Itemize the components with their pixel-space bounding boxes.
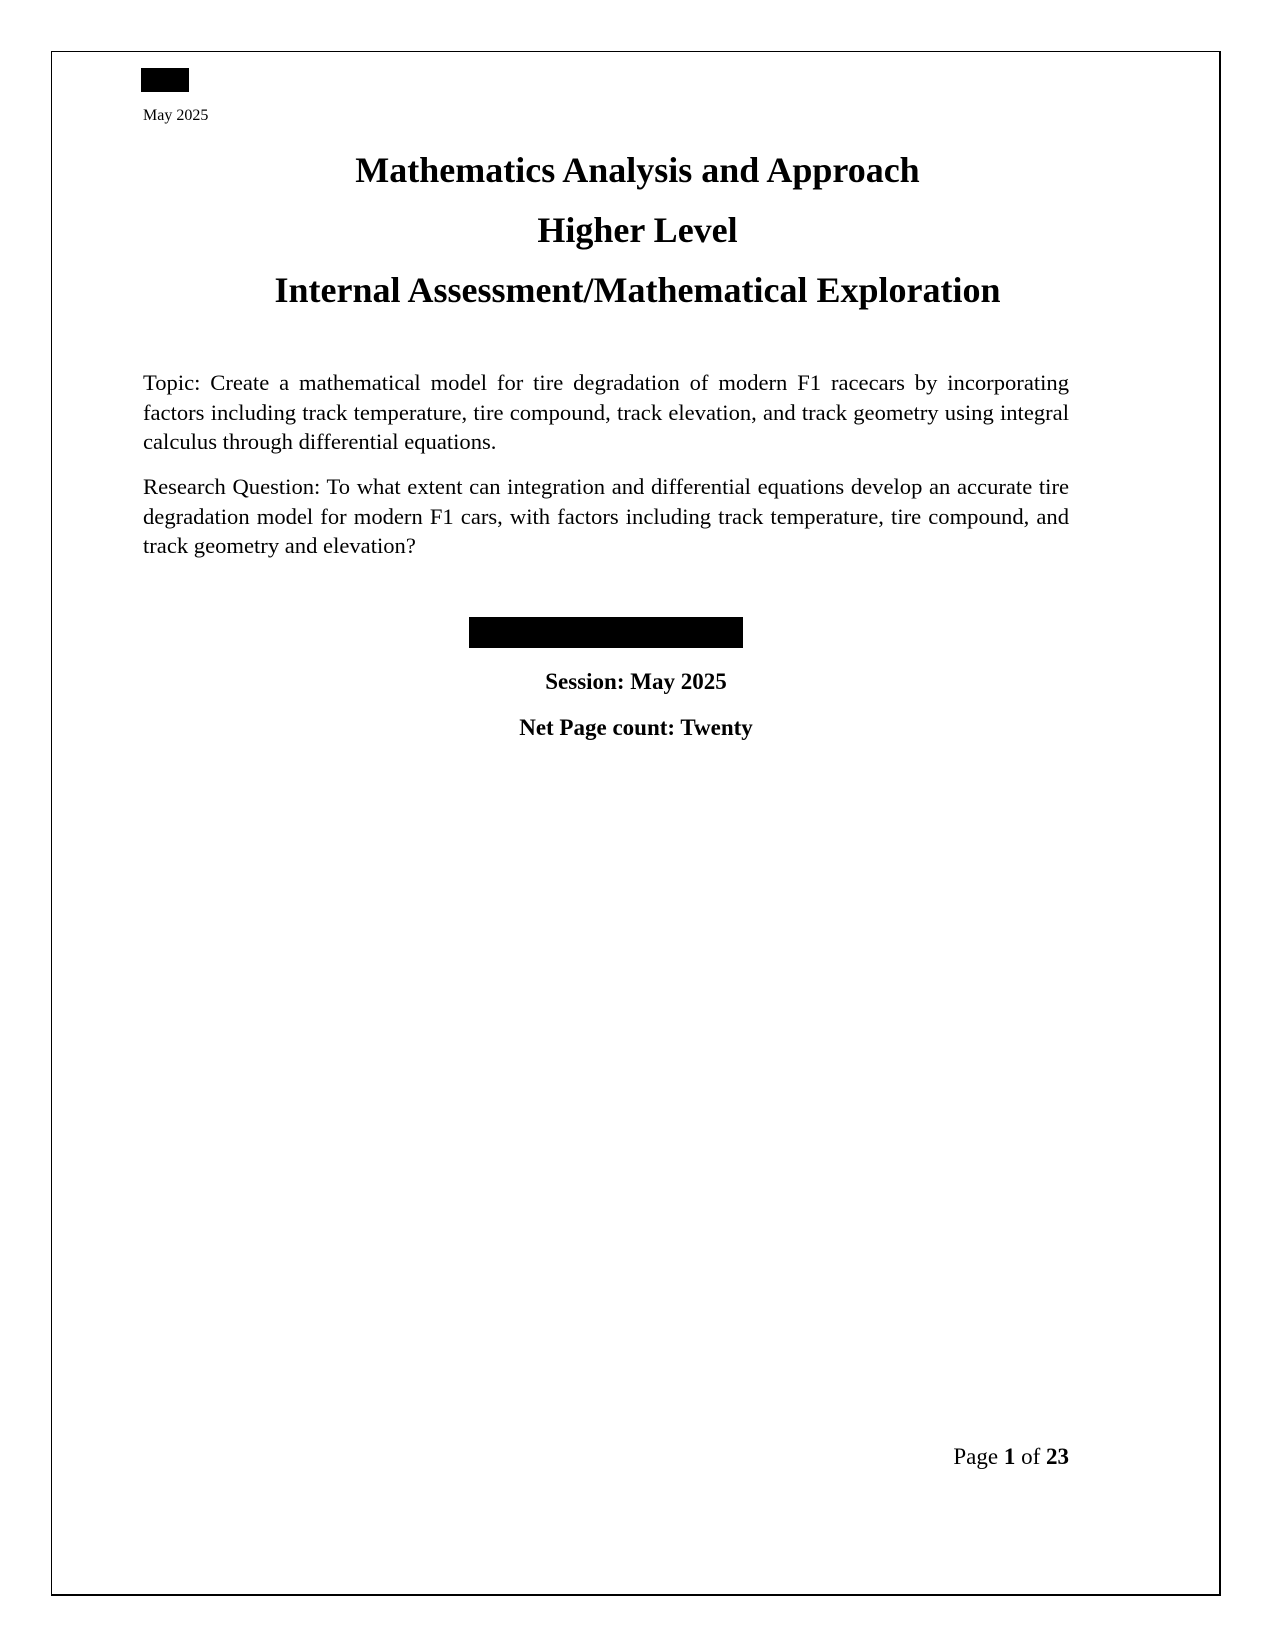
title-level: Higher Level bbox=[537, 210, 738, 250]
title-subject: Mathematics Analysis and Approach bbox=[355, 150, 920, 190]
current-page-number: 1 bbox=[1003, 1444, 1016, 1469]
title-assessment: Internal Assessment/Mathematical Exploration bbox=[274, 270, 1001, 310]
net-page-count-label: Net Page count: Twenty bbox=[519, 715, 753, 740]
page-prefix: Page bbox=[953, 1444, 999, 1469]
total-pages-number: 23 bbox=[1046, 1444, 1069, 1469]
header-date: May 2025 bbox=[143, 107, 209, 124]
page-of-label: of bbox=[1021, 1444, 1041, 1469]
redacted-candidate-code bbox=[141, 68, 189, 92]
page-number-footer bbox=[953, 1443, 1069, 1471]
redacted-candidate-name bbox=[469, 617, 743, 648]
topic-paragraph: Topic: Create a mathematical model for tire degradation of modern F1 racecars by incorporating factors including track temperature, tire compound, track elevation, and track geometry using integral calculus through differential equations. bbox=[143, 370, 1069, 454]
research-question-paragraph: Research Question: To what extent can integration and differential equations develop an accurate tire degradation model for modern F1 cars, with factors including track temperature, tire compound, and track geometry and elevation? bbox=[143, 474, 1069, 558]
session-label: Session: May 2025 bbox=[545, 669, 727, 694]
